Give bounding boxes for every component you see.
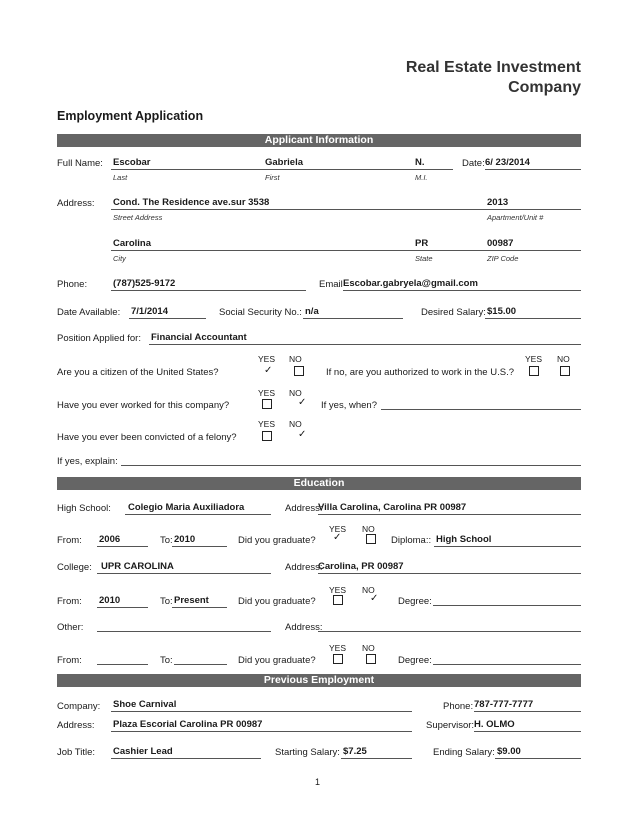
email-line[interactable] xyxy=(343,290,581,291)
company-line[interactable] xyxy=(111,711,412,712)
hs-from-value: 2006 xyxy=(99,534,121,545)
phone-label: Phone: xyxy=(57,279,88,290)
position-value: Financial Accountant xyxy=(151,332,247,343)
starting-salary-label: Starting Salary: xyxy=(275,747,340,758)
city-caption: City xyxy=(113,254,126,263)
employer-address-label: Address: xyxy=(57,720,95,731)
college-to-line[interactable] xyxy=(172,607,227,608)
position-label: Position Applied for: xyxy=(57,333,141,344)
first-caption: First xyxy=(265,173,280,182)
state-value: PR xyxy=(415,238,429,249)
when-question: If yes, when? xyxy=(321,400,377,411)
no-heading: NO xyxy=(557,354,570,364)
zip-value: 00987 xyxy=(487,238,514,249)
applicant-section-header: Applicant Information xyxy=(57,134,581,147)
other-address-label: Address: xyxy=(285,622,323,633)
college-to-label: To: xyxy=(160,596,173,607)
state-caption: State xyxy=(415,254,433,263)
college-from-label: From: xyxy=(57,596,82,607)
when-line[interactable] xyxy=(381,409,581,410)
city-value: Carolina xyxy=(113,238,152,249)
last-caption: Last xyxy=(113,173,128,182)
employer-phone-value: 787-777-7777 xyxy=(474,699,534,710)
hs-to-label: To: xyxy=(160,535,173,546)
street-caption: Street Address xyxy=(113,213,163,222)
ending-salary-line[interactable] xyxy=(495,758,581,759)
felony-no-checkmark[interactable]: ✓ xyxy=(298,429,307,440)
page-number: 1 xyxy=(315,777,321,787)
yes-heading: YES xyxy=(258,388,276,398)
hs-graduate-no-checkbox[interactable] xyxy=(366,534,376,544)
street-value: Cond. The Residence ave.sur 3538 xyxy=(113,197,270,208)
ssn-line[interactable] xyxy=(303,318,403,319)
diploma-value: High School xyxy=(436,534,492,545)
supervisor-label: Supervisor: xyxy=(426,720,475,731)
desired-salary-value: $15.00 xyxy=(487,306,517,317)
no-heading: NO xyxy=(289,419,302,429)
ssn-value: n/a xyxy=(305,306,319,317)
other-graduate-yes-checkbox[interactable] xyxy=(333,654,343,664)
college-value: UPR CAROLINA xyxy=(101,561,174,572)
other-from-label: From: xyxy=(57,655,82,666)
citizen-no-checkbox[interactable] xyxy=(294,366,304,376)
date-label: Date: xyxy=(462,158,485,169)
college-from-value: 2010 xyxy=(99,595,121,606)
supervisor-value: H. OLMO xyxy=(474,719,515,730)
explain-line[interactable] xyxy=(121,465,581,466)
hs-to-line[interactable] xyxy=(172,546,227,547)
authorized-no-checkbox[interactable] xyxy=(560,366,570,376)
yes-heading: YES xyxy=(258,354,276,364)
first-name-value: Gabriela xyxy=(265,157,304,168)
city-line[interactable] xyxy=(111,250,581,251)
other-line[interactable] xyxy=(97,631,271,632)
position-line[interactable] xyxy=(149,344,581,345)
no-heading: NO xyxy=(362,643,375,653)
address-label: Address: xyxy=(57,198,95,209)
middle-initial-value: N. xyxy=(415,157,425,168)
no-heading: NO xyxy=(362,524,375,534)
hs-address-line[interactable] xyxy=(318,514,581,515)
employer-address-value: Plaza Escorial Carolina PR 00987 xyxy=(113,719,263,730)
diploma-line[interactable] xyxy=(434,546,581,547)
worked-question: Have you ever worked for this company? xyxy=(57,400,230,411)
worked-yes-checkbox[interactable] xyxy=(262,399,272,409)
ending-salary-value: $9.00 xyxy=(497,746,521,757)
college-to-value: Present xyxy=(174,595,209,606)
company-label: Company: xyxy=(57,701,101,712)
other-from-line[interactable] xyxy=(97,664,148,665)
yes-heading: YES xyxy=(329,643,347,653)
high-school-value: Colegio Maria Auxiliadora xyxy=(128,502,245,513)
college-line[interactable] xyxy=(97,573,271,574)
other-graduate-no-checkbox[interactable] xyxy=(366,654,376,664)
job-title-line[interactable] xyxy=(111,758,261,759)
college-address-line[interactable] xyxy=(318,573,581,574)
no-heading: NO xyxy=(362,585,375,595)
no-heading: NO xyxy=(289,388,302,398)
starting-salary-line[interactable] xyxy=(341,758,412,759)
yes-heading: YES xyxy=(525,354,543,364)
date-available-line[interactable] xyxy=(129,318,206,319)
felony-yes-checkbox[interactable] xyxy=(262,431,272,441)
hs-from-label: From: xyxy=(57,535,82,546)
date-available-value: 7/1/2014 xyxy=(131,306,168,317)
college-degree-label: Degree: xyxy=(398,596,432,607)
email-value: Escobar.gabryela@gmail.com xyxy=(343,278,478,289)
citizen-yes-checkmark[interactable]: ✓ xyxy=(264,365,273,376)
college-graduate-label: Did you graduate? xyxy=(238,596,316,607)
college-degree-line[interactable] xyxy=(433,605,581,606)
company-name-line2: Company xyxy=(508,79,581,96)
other-label: Other: xyxy=(57,622,84,633)
no-heading: NO xyxy=(289,354,302,364)
date-value: 6/ 23/2014 xyxy=(485,157,530,168)
college-graduate-yes-checkbox[interactable] xyxy=(333,595,343,605)
apt-value: 2013 xyxy=(487,197,509,208)
yes-heading: YES xyxy=(329,524,347,534)
other-to-line[interactable] xyxy=(174,664,227,665)
last-name-value: Escobar xyxy=(113,157,151,168)
hs-address-value: Villa Carolina, Carolina PR 00987 xyxy=(318,502,467,513)
college-graduate-no-checkmark[interactable]: ✓ xyxy=(370,593,379,604)
employer-address-line[interactable] xyxy=(111,731,412,732)
explain-label: If yes, explain: xyxy=(57,456,118,467)
hs-graduate-yes-checkmark[interactable]: ✓ xyxy=(333,532,342,543)
form-title: Employment Application xyxy=(57,109,204,123)
felony-question: Have you ever been convicted of a felony? xyxy=(57,432,237,443)
supervisor-line[interactable] xyxy=(474,731,581,732)
high-school-line[interactable] xyxy=(125,514,271,515)
email-label: Email xyxy=(319,279,343,290)
date-line[interactable] xyxy=(485,169,581,170)
desired-salary-line[interactable] xyxy=(485,318,581,319)
college-address-label: Address: xyxy=(285,562,323,573)
other-graduate-label: Did you graduate? xyxy=(238,655,316,666)
company-value: Shoe Carnival xyxy=(113,699,177,710)
zip-caption: ZIP Code xyxy=(487,254,519,263)
worked-no-checkmark[interactable]: ✓ xyxy=(298,397,307,408)
diploma-label: Diploma:: xyxy=(391,535,432,546)
job-title-value: Cashier Lead xyxy=(113,746,173,757)
authorized-yes-checkbox[interactable] xyxy=(529,366,539,376)
starting-salary-value: $7.25 xyxy=(343,746,367,757)
hs-address-label: Address: xyxy=(285,503,323,514)
ssn-label: Social Security No.: xyxy=(219,307,302,318)
citizen-question: Are you a citizen of the United States? xyxy=(57,367,219,378)
street-line[interactable] xyxy=(111,209,581,210)
college-address-value: Carolina, PR 00987 xyxy=(318,561,404,572)
phone-line[interactable] xyxy=(111,290,306,291)
other-address-line[interactable] xyxy=(318,631,581,632)
education-section-header: Education xyxy=(57,477,581,490)
name-line[interactable] xyxy=(111,169,453,170)
hs-graduate-label: Did you graduate? xyxy=(238,535,316,546)
other-to-label: To: xyxy=(160,655,173,666)
employer-phone-label: Phone: xyxy=(443,701,474,712)
desired-salary-label: Desired Salary: xyxy=(421,307,486,318)
apt-caption: Apartment/Unit # xyxy=(487,213,544,222)
high-school-label: High School: xyxy=(57,503,111,514)
other-degree-label: Degree: xyxy=(398,655,432,666)
phone-value: (787)525-9172 xyxy=(113,278,176,289)
college-label: College: xyxy=(57,562,92,573)
college-from-line[interactable] xyxy=(97,607,148,608)
employment-section-header: Previous Employment xyxy=(57,674,581,687)
mi-caption: M.I. xyxy=(415,173,428,182)
hs-to-value: 2010 xyxy=(174,534,196,545)
yes-heading: YES xyxy=(329,585,347,595)
company-name-line1: Real Estate Investment xyxy=(405,59,581,76)
full-name-label: Full Name: xyxy=(57,158,103,169)
hs-from-line[interactable] xyxy=(97,546,148,547)
ending-salary-label: Ending Salary: xyxy=(433,747,495,758)
date-available-label: Date Available: xyxy=(57,307,121,318)
authorized-question: If no, are you authorized to work in the U.S.? xyxy=(326,367,514,378)
employer-phone-line[interactable] xyxy=(474,711,581,712)
job-title-label: Job Title: xyxy=(57,747,96,758)
other-degree-line[interactable] xyxy=(433,664,581,665)
yes-heading: YES xyxy=(258,419,276,429)
